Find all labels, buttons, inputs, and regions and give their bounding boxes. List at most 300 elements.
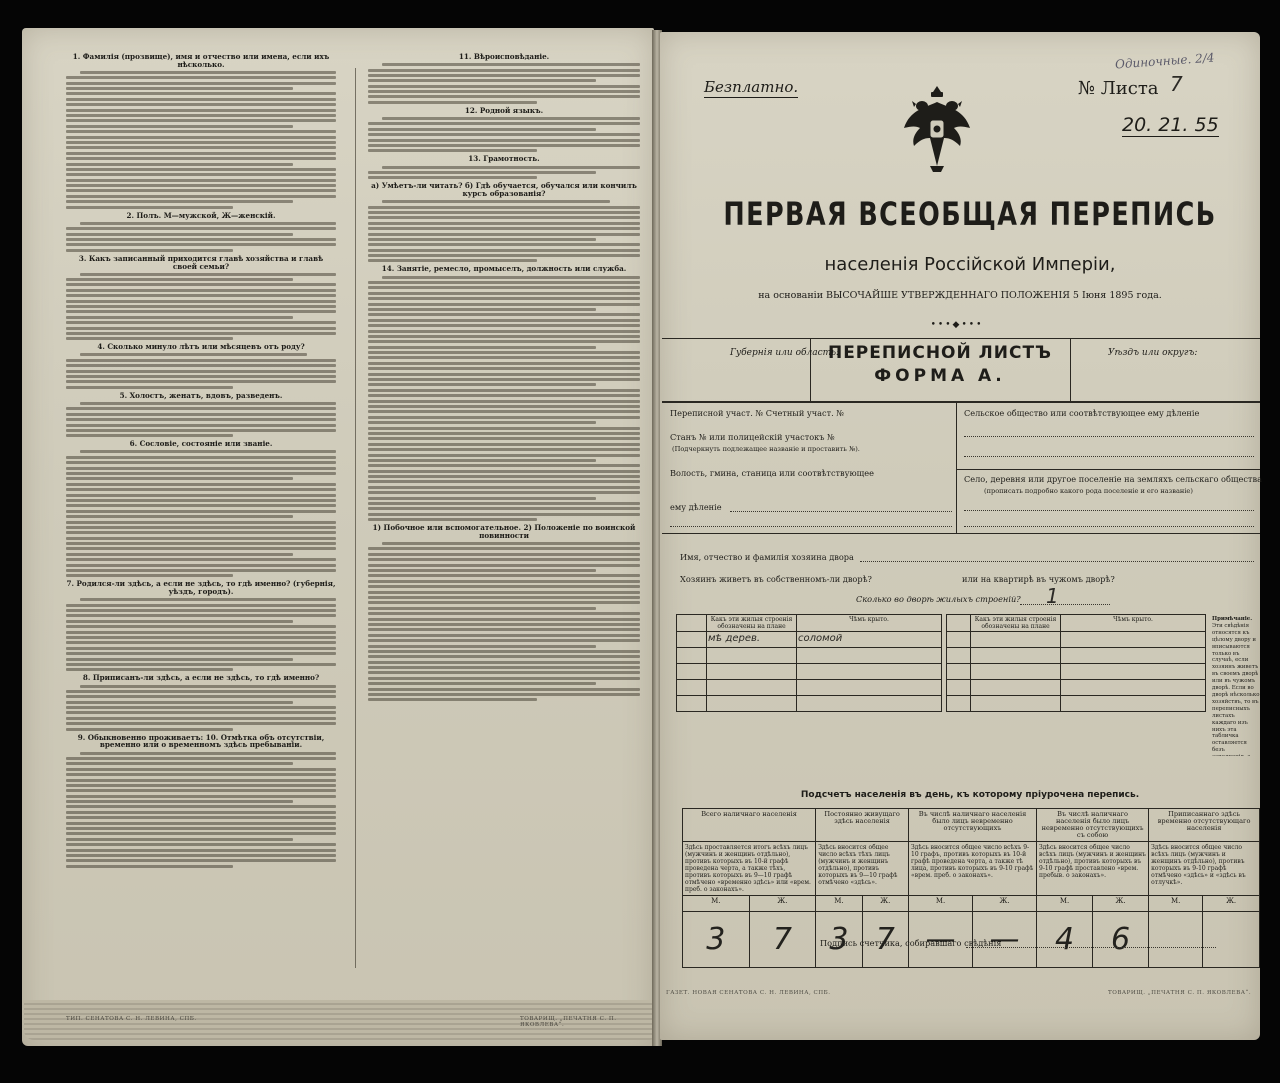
instruction-text-line bbox=[368, 513, 640, 516]
instruction-text-line bbox=[66, 418, 336, 421]
instruction-text-line bbox=[368, 634, 640, 637]
female-label: Ж. bbox=[973, 896, 1037, 912]
stan-label: Станъ № или полицейскій участокъ № bbox=[670, 432, 835, 442]
instruction-text-line bbox=[368, 238, 596, 241]
count-col-description: Здѣсь вносится общее число всѣхъ лицъ (мужчинъ и женщинъ отдѣльно), противъ которыхъ въ 9-10 графѣ отмѣчено «здѣсь» и «здѣсь въ отлучкѣ». bbox=[1149, 842, 1260, 896]
instruction-heading: 12. Родной языкъ. bbox=[464, 105, 544, 115]
instruction-text-line bbox=[368, 459, 596, 462]
instruction-text-line bbox=[66, 238, 336, 241]
instruction-text-line bbox=[66, 375, 336, 378]
instruction-text-line bbox=[66, 762, 293, 765]
legal-basis-line: на основаніи ВЫСОЧАЙШЕ УТВЕРЖДЕННАГО ПОЛОЖЕНІЯ 5 Іюня 1895 года. bbox=[758, 290, 1162, 301]
instruction-text-line bbox=[66, 92, 336, 95]
instruction-text-line bbox=[66, 283, 336, 286]
instruction-text-line bbox=[368, 518, 537, 521]
instruction-heading: 8. Приписанъ-ли здѣсь, а если не здѣсь, то гдѣ именно? bbox=[82, 673, 320, 683]
instruction-text-line bbox=[368, 671, 640, 674]
instruction-text-line bbox=[66, 294, 336, 297]
instruction-text-line bbox=[80, 402, 336, 405]
instruction-heading: 4. Сколько минуло лѣтъ или мѣсяцевъ отъ роду? bbox=[97, 342, 305, 352]
instruction-text-line bbox=[368, 416, 640, 419]
instruction-text-line bbox=[368, 356, 640, 359]
female-label: Ж. bbox=[749, 896, 816, 912]
fill-line bbox=[860, 561, 1254, 562]
instruction-text-line bbox=[66, 316, 293, 319]
count-col-header: Постоянно живущаго здѣсь населенія bbox=[816, 809, 909, 842]
instruction-text-line bbox=[80, 71, 336, 74]
instruction-text-line bbox=[66, 865, 233, 868]
instruction-text-line bbox=[368, 340, 640, 343]
instruction-heading: 13. Грамотность. bbox=[468, 154, 540, 164]
instruction-text-line bbox=[66, 564, 336, 567]
instruction-text-line bbox=[66, 515, 293, 518]
instruction-text-line bbox=[368, 491, 640, 494]
instruction-text-line bbox=[368, 580, 640, 583]
instruction-heading: 11. Вѣроисповѣданіе. bbox=[458, 52, 550, 61]
instruction-text-line bbox=[66, 488, 336, 491]
fill-line bbox=[964, 510, 1254, 511]
instruction-heading: 14. Занятіе, ремесло, промыселъ, должность или служба. bbox=[381, 264, 627, 274]
instruction-text-line bbox=[368, 443, 640, 446]
instruction-text-line bbox=[368, 101, 537, 104]
instruction-text-line bbox=[66, 184, 336, 187]
instructions-column-2 bbox=[368, 50, 640, 930]
instruction-text-line bbox=[66, 604, 336, 607]
instruction-text-line bbox=[368, 211, 640, 214]
instruction-text-line bbox=[368, 427, 640, 430]
fill-line bbox=[670, 526, 952, 527]
instruction-text-line bbox=[368, 69, 640, 72]
divider bbox=[956, 469, 1260, 470]
roof-type-cell: соломой bbox=[797, 632, 942, 648]
instruction-text-line bbox=[368, 475, 640, 478]
householder-label: Имя, отчество и фамилія хозяина двора bbox=[680, 552, 854, 562]
instruction-text-line bbox=[368, 502, 640, 505]
instruction-text-line bbox=[66, 136, 336, 139]
male-label: М. bbox=[1037, 896, 1093, 912]
instruction-text-line bbox=[368, 639, 640, 642]
instruction-text-line bbox=[66, 278, 293, 281]
instruction-text-line bbox=[66, 800, 293, 803]
instruction-text-line bbox=[66, 521, 336, 524]
instruction-text-line bbox=[66, 305, 336, 308]
instruction-text-line bbox=[66, 663, 336, 666]
instruction-text-line bbox=[66, 173, 336, 176]
gubernia-field-label: Губернія или область: bbox=[730, 348, 840, 358]
instruction-text-line bbox=[66, 163, 293, 166]
village-label: Село, деревня или другое поселеніе на земляхъ сельскаго общества bbox=[964, 474, 1262, 484]
instruction-heading: 1) Побочное или вспомогательное. 2) Положеніе по воинской повинности bbox=[372, 523, 636, 540]
instruction-text-line bbox=[66, 82, 336, 85]
male-label: М. bbox=[909, 896, 973, 912]
count-registered-male: 4 bbox=[1037, 912, 1093, 968]
ornament-divider: •••◆••• bbox=[930, 320, 984, 330]
instruction-text-line bbox=[66, 609, 336, 612]
instruction-text-line bbox=[368, 464, 640, 467]
instruction-text-line bbox=[368, 682, 596, 685]
instruction-text-line bbox=[66, 289, 336, 292]
female-label: Ж. bbox=[1093, 896, 1149, 912]
free-label: Безплатно. bbox=[704, 78, 799, 96]
instruction-text-line bbox=[66, 141, 336, 144]
uezd-field-label: Уѣздъ или округъ: bbox=[1108, 348, 1198, 358]
instruction-text-line bbox=[66, 553, 293, 556]
instruction-text-line bbox=[66, 200, 293, 203]
instruction-text-line bbox=[368, 292, 640, 295]
instruction-text-line bbox=[66, 717, 336, 720]
buildings-col-header: Какъ эти жилыя строенія обозначены на плане bbox=[707, 615, 797, 632]
instruction-text-line bbox=[66, 364, 336, 367]
instruction-text-line bbox=[382, 276, 640, 279]
instruction-text-line bbox=[66, 838, 293, 841]
instruction-text-line bbox=[66, 114, 336, 117]
note-text: Эти свѣдѣнія относятся къ цѣлому двору и вписываются только въ случаѣ, если хозяинъ живетъ въ своемъ дворѣ или въ чужомъ дворѣ. Если во дворѣ нѣсколько хозяйствъ, то въ переписныхъ листахъ каждаго изъ нихъ эта табличка оставляется безъ bbox=[1212, 622, 1260, 754]
instruction-text-line bbox=[368, 596, 640, 599]
instruction-text-line bbox=[66, 832, 336, 835]
instruction-text-line bbox=[368, 666, 640, 669]
instruction-text-line bbox=[382, 542, 640, 545]
instruction-text-line bbox=[66, 695, 336, 698]
instruction-text-line bbox=[368, 313, 640, 316]
buildings-count-value: 1 bbox=[1046, 584, 1059, 608]
count-permanent-female: 7 bbox=[862, 912, 908, 968]
instruction-text-line bbox=[66, 109, 336, 112]
pencil-annotation: Одиночные. 2/4 bbox=[1114, 50, 1215, 72]
census-area-label: Переписной участ. № Счетный участ. № bbox=[670, 408, 845, 418]
village-note: (прописать подробно какого рода поселеніе и его названіе) bbox=[984, 487, 1193, 495]
male-label: М. bbox=[816, 896, 862, 912]
fill-line bbox=[964, 436, 1254, 437]
instruction-text-line bbox=[66, 558, 336, 561]
instruction-text-line bbox=[66, 510, 336, 513]
instruction-text-line bbox=[368, 612, 640, 615]
instruction-text-line bbox=[66, 310, 336, 313]
instruction-text-line bbox=[66, 504, 336, 507]
instruction-heading: а) Умѣетъ-ли читать? б) Гдѣ обучается, обучался или кончилъ курсъ образованія? bbox=[371, 181, 637, 199]
female-label: Ж. bbox=[1203, 896, 1260, 912]
fill-line bbox=[964, 456, 1254, 457]
count-absent-female: — bbox=[973, 912, 1037, 968]
instruction-heading: 1. Фамилія (прозвище), имя и отчество или имена, если ихъ нѣсколько. bbox=[72, 52, 330, 69]
instruction-text-line bbox=[66, 652, 336, 655]
count-absent-male: — bbox=[909, 912, 973, 968]
instruction-text-line bbox=[66, 227, 336, 230]
instruction-text-line bbox=[368, 698, 537, 701]
instruction-text-line bbox=[382, 63, 640, 66]
instruction-text-line bbox=[368, 297, 640, 300]
instruction-text-line bbox=[368, 448, 640, 451]
instruction-text-line bbox=[66, 233, 293, 236]
form-name: ФОРМА А. bbox=[874, 366, 1006, 386]
instruction-text-line bbox=[368, 149, 537, 152]
signature-line bbox=[966, 947, 1216, 948]
census-form bbox=[660, 32, 1260, 1040]
instruction-text-line bbox=[66, 407, 336, 410]
instruction-text-line bbox=[368, 227, 640, 230]
instruction-text-line bbox=[66, 816, 336, 819]
instruction-text-line bbox=[66, 424, 336, 427]
instruction-text-line bbox=[80, 222, 336, 225]
instruction-text-line bbox=[66, 722, 336, 725]
instruction-text-line bbox=[368, 677, 640, 680]
instruction-text-line bbox=[368, 564, 640, 567]
instruction-text-line bbox=[66, 413, 336, 416]
instruction-text-line bbox=[368, 330, 640, 333]
count-col-header: Всего наличнаго населенія bbox=[683, 809, 816, 842]
instruction-text-line bbox=[368, 389, 640, 392]
instruction-text-line bbox=[66, 795, 336, 798]
instruction-text-line bbox=[368, 90, 640, 93]
building-type-cell: мѣ дерев. bbox=[707, 632, 797, 648]
instruction-text-line bbox=[66, 805, 336, 808]
instruction-text-line bbox=[368, 351, 640, 354]
printer-caption: ТОВАРИЩ. „ПЕЧАТНЯ С. П. ЯКОВЛЕВА“. bbox=[520, 1016, 617, 1028]
instruction-text-line bbox=[368, 74, 640, 77]
instruction-text-line bbox=[368, 233, 640, 236]
instruction-text-line bbox=[80, 273, 336, 276]
instruction-text-line bbox=[382, 166, 640, 169]
instruction-text-line bbox=[368, 394, 640, 397]
column-divider bbox=[355, 68, 356, 968]
instruction-text-line bbox=[66, 125, 293, 128]
instruction-text-line bbox=[368, 144, 640, 147]
instruction-text-line bbox=[66, 370, 336, 373]
instruction-text-line bbox=[66, 429, 336, 432]
instruction-heading: 6. Сословіе, состояніе или званіе. bbox=[129, 439, 273, 449]
instruction-text-line bbox=[66, 386, 233, 389]
volost-label: Волость, гмина, станица или соотвѣтствующее bbox=[670, 468, 874, 478]
instruction-text-line bbox=[66, 483, 336, 486]
instruction-text-line bbox=[66, 526, 336, 529]
instruction-text-line bbox=[368, 319, 640, 322]
instruction-text-line bbox=[66, 179, 336, 182]
buildings-note bbox=[1212, 616, 1260, 756]
divider bbox=[956, 402, 957, 534]
instruction-text-line bbox=[368, 133, 640, 136]
instruction-heading: 7. Родился-ли здѣсь, а если не здѣсь, то гдѣ именно? (губернія, уѣздъ, городъ). bbox=[66, 579, 336, 597]
instruction-text-line bbox=[66, 380, 336, 383]
instruction-text-line bbox=[368, 383, 596, 386]
instruction-text-line bbox=[368, 645, 596, 648]
instruction-text-line bbox=[368, 249, 640, 252]
instruction-text-line bbox=[368, 79, 596, 82]
instruction-text-line bbox=[66, 321, 336, 324]
buildings-col-header: Чѣмъ крыто. bbox=[1061, 615, 1206, 632]
male-label: М. bbox=[1149, 896, 1203, 912]
instruction-text-line bbox=[80, 598, 336, 601]
form-subtitle: населенія Россійской Имперіи, bbox=[824, 254, 1116, 275]
instruction-text-line bbox=[66, 477, 293, 480]
instruction-text-line bbox=[80, 450, 336, 453]
owner-lives-label: Хозяинъ живетъ въ собственномъ-ли дворѣ? bbox=[680, 574, 872, 584]
instruction-text-line bbox=[66, 625, 336, 628]
instruction-text-line bbox=[368, 139, 640, 142]
instruction-text-line bbox=[368, 308, 596, 311]
instruction-text-line bbox=[66, 728, 233, 731]
instruction-text-line bbox=[382, 200, 610, 203]
instruction-text-line bbox=[368, 324, 640, 327]
instruction-text-line bbox=[368, 171, 596, 174]
instruction-text-line bbox=[66, 784, 336, 787]
instruction-text-line bbox=[368, 650, 640, 653]
instruction-text-line bbox=[368, 346, 596, 349]
instruction-text-line bbox=[368, 410, 640, 413]
instruction-text-line bbox=[382, 117, 640, 120]
instruction-text-line bbox=[368, 286, 640, 289]
instruction-text-line bbox=[66, 531, 336, 534]
instruction-text-line bbox=[66, 467, 336, 470]
instruction-text-line bbox=[368, 85, 640, 88]
instruction-text-line bbox=[368, 281, 640, 284]
left-page-content bbox=[22, 28, 654, 1046]
instruction-text-line bbox=[368, 507, 640, 510]
instruction-text-line bbox=[66, 461, 336, 464]
instruction-heading: 5. Холостъ, женатъ, вдовъ, разведенъ. bbox=[119, 390, 283, 400]
instruction-text-line bbox=[66, 537, 336, 540]
printer-caption: ТИП. СЕНАТОВА С. Н. ЛЕВИНА, СПБ. bbox=[66, 1016, 197, 1022]
sheet-number-label: № Листа bbox=[1078, 78, 1159, 99]
instruction-text-line bbox=[80, 685, 336, 688]
instruction-text-line bbox=[66, 499, 336, 502]
instruction-heading: 3. Какъ записанный приходится главѣ хозяйства и главѣ своей семьи? bbox=[78, 253, 324, 271]
instruction-text-line bbox=[66, 494, 336, 497]
buildings-col-header: Какъ эти жилыя строенія обозначены на плане bbox=[971, 615, 1061, 632]
count-col-description: Здѣсь вносится общее число всѣхъ тѣхъ лицъ (мужчинъ и женщинъ отдѣльно), противъ которыхъ въ 9—10 графѣ отмѣчено «здѣсь». bbox=[816, 842, 909, 896]
instruction-text-line bbox=[368, 206, 640, 209]
instruction-text-line bbox=[368, 367, 640, 370]
instruction-text-line bbox=[66, 631, 336, 634]
note-head: Примѣчаніе. bbox=[1212, 616, 1253, 622]
instruction-text-line bbox=[368, 688, 640, 691]
instruction-text-line bbox=[66, 690, 336, 693]
count-col-description: Здѣсь проставляется итогъ всѣхъ лицъ (мужчинъ и женщинъ отдѣльно), противъ которыхъ въ 10-й графѣ проведена черта, а также тѣхъ, противъ которыхъ въ 9—10 графѣ отмѣчено «временно здѣсь» или «врем. преб. о законахъ». bbox=[683, 842, 816, 896]
divider bbox=[1070, 338, 1071, 402]
instruction-heading: 2. Полъ. М—мужской, Ж—женскій. bbox=[126, 210, 276, 220]
count-total-male: 3 bbox=[683, 912, 750, 968]
instruction-text-line bbox=[368, 128, 596, 131]
instruction-text-line bbox=[368, 335, 640, 338]
instruction-text-line bbox=[368, 661, 640, 664]
rented-label: или на квартирѣ въ чужомъ дворѣ? bbox=[962, 574, 1115, 584]
instruction-text-line bbox=[66, 243, 336, 246]
instruction-text-line bbox=[66, 668, 233, 671]
instruction-text-line bbox=[66, 195, 336, 198]
handwritten-sheet-range: 20. 21. 55 bbox=[1122, 114, 1219, 136]
count-total-female: 7 bbox=[749, 912, 816, 968]
instruction-text-line bbox=[368, 373, 640, 376]
instruction-text-line bbox=[368, 480, 640, 483]
population-count-title: Подсчетъ населенія въ день, къ которому пріурочена перепись. bbox=[800, 790, 1140, 800]
instruction-text-line bbox=[368, 303, 640, 306]
printer-caption: ТОВАРИЩ. „ПЕЧАТНЯ С. П. ЯКОВЛЕВА“. bbox=[1108, 990, 1252, 996]
instruction-text-line bbox=[66, 620, 293, 623]
instruction-text-line bbox=[66, 701, 293, 704]
instruction-text-line bbox=[368, 574, 640, 577]
instruction-text-line bbox=[66, 168, 336, 171]
instruction-text-line bbox=[368, 222, 640, 225]
instruction-text-line bbox=[66, 249, 233, 252]
instruction-text-line bbox=[66, 658, 293, 661]
instruction-text-line bbox=[66, 811, 336, 814]
fill-line bbox=[964, 526, 1254, 527]
count-permanent-male: 3 bbox=[816, 912, 862, 968]
instruction-text-line bbox=[66, 327, 336, 330]
instruction-text-line bbox=[66, 119, 336, 122]
instruction-text-line bbox=[66, 859, 336, 862]
instruction-text-line bbox=[368, 547, 640, 550]
instruction-text-line bbox=[368, 378, 640, 381]
instruction-text-line bbox=[66, 76, 336, 79]
instruction-text-line bbox=[66, 456, 336, 459]
sheet-number-value: 7 bbox=[1170, 72, 1183, 96]
count-col-header: Въ числѣ наличнаго населенія было лицъ невременно отсутствующихъ съ собою bbox=[1037, 809, 1149, 842]
instruction-text-line bbox=[368, 243, 640, 246]
sheet-name: ПЕРЕПИСНОЙ ЛИСТЪ bbox=[827, 343, 1053, 363]
instruction-text-line bbox=[66, 130, 336, 133]
instruction-text-line bbox=[368, 591, 640, 594]
instruction-text-line bbox=[66, 827, 336, 830]
instruction-text-line bbox=[368, 569, 596, 572]
instruction-text-line bbox=[66, 647, 336, 650]
instruction-text-line bbox=[368, 585, 640, 588]
instruction-text-line bbox=[66, 337, 233, 340]
instruction-heading: 9. Обыкновенно проживаетъ: 10. Отмѣтка объ отсутствіи, временно или о временномъ здѣсь пребываніи. bbox=[77, 732, 325, 750]
instruction-text-line bbox=[66, 434, 233, 437]
instruction-text-line bbox=[66, 332, 336, 335]
instruction-text-line bbox=[368, 558, 640, 561]
instruction-text-line bbox=[368, 618, 640, 621]
instruction-text-line bbox=[66, 87, 293, 90]
form-title: ПЕРВАЯ ВСЕОБЩАЯ ПЕРЕПИСЬ bbox=[723, 196, 1217, 234]
instruction-text-line bbox=[368, 486, 640, 489]
instruction-text-line bbox=[368, 122, 640, 125]
instruction-text-line bbox=[66, 757, 336, 760]
male-label: М. bbox=[683, 896, 750, 912]
instruction-text-line bbox=[66, 636, 336, 639]
instruction-text-line bbox=[66, 854, 336, 857]
instruction-text-line bbox=[368, 607, 596, 610]
instruction-text-line bbox=[66, 822, 336, 825]
count-registered-female: 6 bbox=[1093, 912, 1149, 968]
instruction-text-line bbox=[66, 146, 336, 149]
instruction-text-line bbox=[66, 711, 336, 714]
count-col-description: Здѣсь вносится общее число всѣхъ лицъ (мужчинъ и женщинъ отдѣльно), противъ которыхъ въ 9-10 графѣ проставлено «врем. пребыв. о законахъ». bbox=[1037, 842, 1149, 896]
instruction-text-line bbox=[368, 254, 640, 257]
instruction-text-line bbox=[368, 437, 640, 440]
instruction-text-line bbox=[368, 470, 640, 473]
instruction-text-line bbox=[66, 779, 336, 782]
instruction-text-line bbox=[368, 95, 640, 98]
instruction-text-line bbox=[368, 405, 640, 408]
instruction-text-line bbox=[368, 553, 640, 556]
stan-note: (Подчеркнуть подлежащее названіе и проставить №). bbox=[672, 445, 860, 453]
printer-caption: ГАЗЕТ. НОВАЯ СЕНАТОВА С. Н. ЛЕВИНА, СПБ. bbox=[666, 990, 831, 996]
count-col-description: Здѣсь вносится общее число всѣхъ 9-10 графъ, противъ которыхъ въ 10-й графѣ проведена черта, а также тѣ лица, противъ которыхъ въ 9-10 графѣ «врем. преб. о законахъ». bbox=[909, 842, 1037, 896]
instruction-text-line bbox=[368, 362, 640, 365]
instruction-text-line bbox=[368, 176, 537, 179]
instruction-text-line bbox=[368, 623, 640, 626]
instruction-text-line bbox=[66, 614, 336, 617]
instruction-text-line bbox=[368, 216, 640, 219]
count-col-header: Въ числѣ наличнаго населенія было лицъ невременно отсутствующихъ bbox=[909, 809, 1037, 842]
instruction-text-line bbox=[66, 152, 336, 155]
instruction-text-line bbox=[368, 400, 640, 403]
count-col-header: Приписаннаго здѣсь временно отсутствующаго населенія bbox=[1149, 809, 1260, 842]
instruction-text-line bbox=[368, 432, 640, 435]
instruction-text-line bbox=[368, 693, 640, 696]
instruction-text-line bbox=[66, 98, 336, 101]
buildings-question: Сколько во дворѣ жилыхъ строеній? bbox=[856, 594, 1021, 604]
